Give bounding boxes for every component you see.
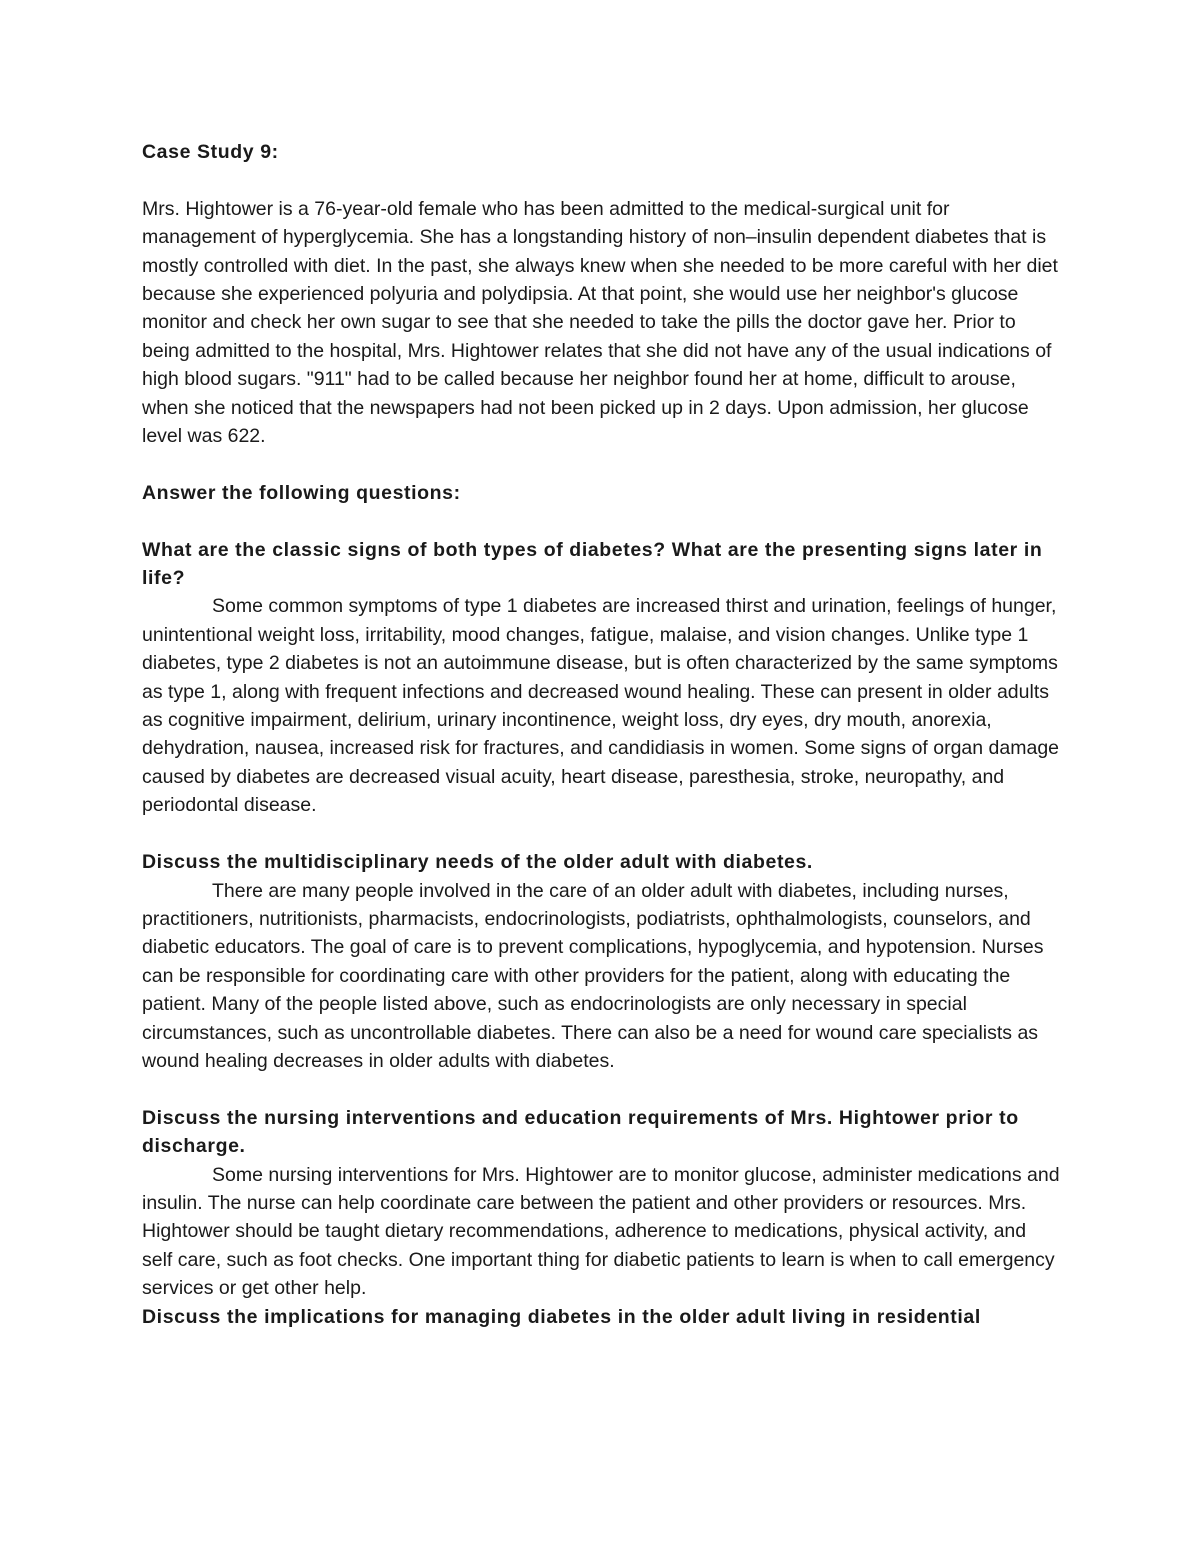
question-2: Discuss the multidisciplinary needs of the older adult with diabetes. (142, 851, 813, 874)
answer-2: There are many people involved in the care of an older adult with diabetes, including nurses, practitioners, nutritionists, pharmacists, endocrinologists, podiatrists, ophthalmologists, counselors, and diabetic educators. The goal of care is to prevent complications, hypoglycemia, and hypotension. Nurses can be responsible for coordinating care with other providers for the patient, along with educating the patient. Many of the people listed above, such as endocrinologists are only necessary in special circumstances, such as uncontrollable diabetes. There can also be a need for wound care specialists as wound healing decreases in older adults with diabetes. (142, 879, 1044, 1072)
question-4: Discuss the implications for managing diabetes in the older adult living in residential (142, 1305, 981, 1328)
instructions-heading: Answer the following questions: (142, 481, 461, 504)
answer-3: Some nursing interventions for Mrs. Hightower are to monitor glucose, administer medications and insulin. The nurse can help coordinate care between the patient and other providers or resources. Mrs. Hightower should be taught dietary recommendations, adherence to medications, physical activity, and self care, such as foot checks. One important thing for diabetic patients to learn is when to call emergency services or get other help. (142, 1163, 1060, 1300)
case-intro: Mrs. Hightower is a 76-year-old female who has been admitted to the medical-surgical unit for management of hyperglycemia. She has a longstanding history of non–insulin dependent diabetes that is mostly controlled with diet. In the past, she always knew when she needed to be more careful with her diet because she experienced polyuria and polydipsia. At that point, she would use her neighbor's glucose monitor and check her own sugar to see that she needed to take the pills the doctor gave her. Prior to being admitted to the hospital, Mrs. Hightower relates that she did not have any of the usual indications of high blood sugars. "911" had to be called because her neighbor found her at home, difficult to arouse, when she noticed that the newspapers had not been picked up in 2 days. Upon admission, her glucose level was 622. (142, 197, 1058, 448)
document-page (142, 138, 1060, 1331)
question-3: Discuss the nursing interventions and education requirements of Mrs. Hightower prior to discharge. (142, 1106, 1019, 1158)
question-1: What are the classic signs of both types of diabetes? What are the presenting signs later in life? (142, 538, 1043, 590)
answer-1: Some common symptoms of type 1 diabetes are increased thirst and urination, feelings of hunger, unintentional weight loss, irritability, mood changes, fatigue, malaise, and vision changes. Unlike type 1 diabetes, type 2 diabetes is not an autoimmune disease, but is often characterized by the same symptoms as type 1, along with frequent infections and decreased wound healing. These can present in older adults as cognitive impairment, delirium, urinary incontinence, weight loss, dry eyes, dry mouth, anorexia, dehydration, nausea, increased risk for fractures, and candidiasis in women. Some signs of organ damage caused by diabetes are decreased visual acuity, heart disease, paresthesia, stroke, neuropathy, and periodontal disease. (142, 595, 1060, 817)
document-title: Case Study 9: (142, 141, 279, 163)
